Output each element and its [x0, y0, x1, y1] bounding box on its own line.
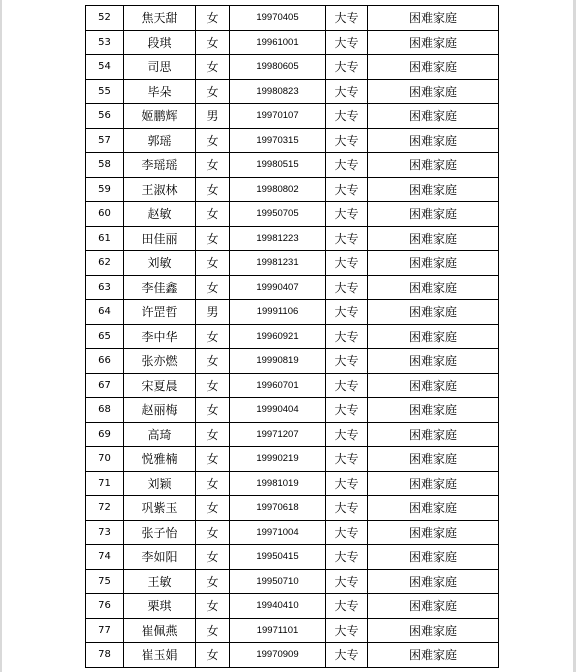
birth-date-cell: 19960701 [230, 373, 326, 398]
row-number: 68 [86, 398, 124, 423]
education-cell: 大专 [326, 300, 368, 325]
birth-date-cell: 19981019 [230, 471, 326, 496]
gender-cell: 女 [196, 471, 230, 496]
row-number: 54 [86, 55, 124, 80]
education-cell: 大专 [326, 177, 368, 202]
gender-cell: 女 [196, 373, 230, 398]
table-row [86, 398, 499, 423]
family-status-cell: 困难家庭 [368, 643, 499, 668]
gender-cell: 男 [196, 300, 230, 325]
document-page [2, 0, 573, 672]
gender-cell: 女 [196, 275, 230, 300]
birth-date-cell: 19990407 [230, 275, 326, 300]
student-name: 张子怡 [124, 520, 196, 545]
family-status-cell: 困难家庭 [368, 30, 499, 55]
table-row [86, 373, 499, 398]
table-row [86, 79, 499, 104]
family-status-cell: 困难家庭 [368, 300, 499, 325]
birth-date-cell: 19970405 [230, 6, 326, 31]
row-number: 69 [86, 422, 124, 447]
gender-cell: 女 [196, 643, 230, 668]
table-row [86, 471, 499, 496]
student-name: 栗琪 [124, 594, 196, 619]
education-cell: 大专 [326, 275, 368, 300]
roster-body [86, 6, 499, 668]
student-name: 刘颖 [124, 471, 196, 496]
family-status-cell: 困难家庭 [368, 569, 499, 594]
row-number: 60 [86, 202, 124, 227]
student-name: 张亦燃 [124, 349, 196, 374]
table-row [86, 55, 499, 80]
table-row [86, 594, 499, 619]
education-cell: 大专 [326, 447, 368, 472]
table-row [86, 545, 499, 570]
family-status-cell: 困难家庭 [368, 128, 499, 153]
family-status-cell: 困难家庭 [368, 422, 499, 447]
family-status-cell: 困难家庭 [368, 177, 499, 202]
birth-date-cell: 19950415 [230, 545, 326, 570]
birth-date-cell: 19940410 [230, 594, 326, 619]
gender-cell: 女 [196, 594, 230, 619]
table-row [86, 6, 499, 31]
family-status-cell: 困难家庭 [368, 275, 499, 300]
student-name: 王敏 [124, 569, 196, 594]
education-cell: 大专 [326, 496, 368, 521]
family-status-cell: 困难家庭 [368, 520, 499, 545]
student-roster-table [85, 5, 499, 668]
birth-date-cell: 19990219 [230, 447, 326, 472]
student-name: 高琦 [124, 422, 196, 447]
gender-cell: 女 [196, 324, 230, 349]
gender-cell: 女 [196, 30, 230, 55]
student-name: 宋夏晨 [124, 373, 196, 398]
table-row [86, 275, 499, 300]
family-status-cell: 困难家庭 [368, 226, 499, 251]
student-name: 许罡哲 [124, 300, 196, 325]
family-status-cell: 困难家庭 [368, 618, 499, 643]
family-status-cell: 困难家庭 [368, 594, 499, 619]
birth-date-cell: 19990819 [230, 349, 326, 374]
gender-cell: 女 [196, 226, 230, 251]
birth-date-cell: 19980823 [230, 79, 326, 104]
birth-date-cell: 19980802 [230, 177, 326, 202]
gender-cell: 女 [196, 349, 230, 374]
student-name: 段琪 [124, 30, 196, 55]
gender-cell: 女 [196, 545, 230, 570]
table-row [86, 128, 499, 153]
birth-date-cell: 19960921 [230, 324, 326, 349]
education-cell: 大专 [326, 569, 368, 594]
student-name: 赵丽梅 [124, 398, 196, 423]
table-row [86, 226, 499, 251]
row-number: 78 [86, 643, 124, 668]
education-cell: 大专 [326, 643, 368, 668]
gender-cell: 女 [196, 520, 230, 545]
birth-date-cell: 19950710 [230, 569, 326, 594]
row-number: 74 [86, 545, 124, 570]
gender-cell: 男 [196, 104, 230, 129]
table-row [86, 569, 499, 594]
gender-cell: 女 [196, 128, 230, 153]
table-row [86, 520, 499, 545]
birth-date-cell: 19970909 [230, 643, 326, 668]
student-name: 悦雅楠 [124, 447, 196, 472]
row-number: 52 [86, 6, 124, 31]
family-status-cell: 困难家庭 [368, 153, 499, 178]
education-cell: 大专 [326, 349, 368, 374]
family-status-cell: 困难家庭 [368, 398, 499, 423]
education-cell: 大专 [326, 618, 368, 643]
family-status-cell: 困难家庭 [368, 349, 499, 374]
family-status-cell: 困难家庭 [368, 545, 499, 570]
row-number: 76 [86, 594, 124, 619]
birth-date-cell: 19981231 [230, 251, 326, 276]
family-status-cell: 困难家庭 [368, 373, 499, 398]
education-cell: 大专 [326, 79, 368, 104]
row-number: 61 [86, 226, 124, 251]
gender-cell: 女 [196, 496, 230, 521]
table-row [86, 177, 499, 202]
family-status-cell: 困难家庭 [368, 471, 499, 496]
education-cell: 大专 [326, 324, 368, 349]
row-number: 71 [86, 471, 124, 496]
birth-date-cell: 19981223 [230, 226, 326, 251]
education-cell: 大专 [326, 226, 368, 251]
education-cell: 大专 [326, 251, 368, 276]
table-row [86, 251, 499, 276]
table-row [86, 300, 499, 325]
row-number: 75 [86, 569, 124, 594]
gender-cell: 女 [196, 398, 230, 423]
row-number: 55 [86, 79, 124, 104]
birth-date-cell: 19950705 [230, 202, 326, 227]
family-status-cell: 困难家庭 [368, 447, 499, 472]
gender-cell: 女 [196, 447, 230, 472]
row-number: 57 [86, 128, 124, 153]
gender-cell: 女 [196, 422, 230, 447]
table-row [86, 618, 499, 643]
gender-cell: 女 [196, 618, 230, 643]
gender-cell: 女 [196, 6, 230, 31]
family-status-cell: 困难家庭 [368, 496, 499, 521]
table-row [86, 324, 499, 349]
birth-date-cell: 19970315 [230, 128, 326, 153]
birth-date-cell: 19971101 [230, 618, 326, 643]
gender-cell: 女 [196, 153, 230, 178]
gender-cell: 女 [196, 202, 230, 227]
education-cell: 大专 [326, 55, 368, 80]
row-number: 70 [86, 447, 124, 472]
education-cell: 大专 [326, 545, 368, 570]
row-number: 56 [86, 104, 124, 129]
student-name: 李佳鑫 [124, 275, 196, 300]
table-row [86, 104, 499, 129]
gender-cell: 女 [196, 55, 230, 80]
education-cell: 大专 [326, 202, 368, 227]
education-cell: 大专 [326, 422, 368, 447]
table-row [86, 643, 499, 668]
education-cell: 大专 [326, 153, 368, 178]
student-name: 田佳丽 [124, 226, 196, 251]
education-cell: 大专 [326, 373, 368, 398]
student-name: 姬鹏辉 [124, 104, 196, 129]
birth-date-cell: 19980605 [230, 55, 326, 80]
row-number: 62 [86, 251, 124, 276]
family-status-cell: 困难家庭 [368, 251, 499, 276]
row-number: 77 [86, 618, 124, 643]
row-number: 58 [86, 153, 124, 178]
row-number: 72 [86, 496, 124, 521]
birth-date-cell: 19961001 [230, 30, 326, 55]
table-row [86, 30, 499, 55]
student-name: 崔佩燕 [124, 618, 196, 643]
family-status-cell: 困难家庭 [368, 55, 499, 80]
row-number: 65 [86, 324, 124, 349]
table-row [86, 202, 499, 227]
birth-date-cell: 19991106 [230, 300, 326, 325]
birth-date-cell: 19971004 [230, 520, 326, 545]
family-status-cell: 困难家庭 [368, 202, 499, 227]
family-status-cell: 困难家庭 [368, 6, 499, 31]
education-cell: 大专 [326, 6, 368, 31]
row-number: 63 [86, 275, 124, 300]
birth-date-cell: 19990404 [230, 398, 326, 423]
gender-cell: 女 [196, 79, 230, 104]
table-row [86, 422, 499, 447]
education-cell: 大专 [326, 471, 368, 496]
student-name: 刘敏 [124, 251, 196, 276]
student-name: 赵敏 [124, 202, 196, 227]
table-row [86, 496, 499, 521]
student-name: 李瑶瑶 [124, 153, 196, 178]
table-row [86, 447, 499, 472]
table-row [86, 153, 499, 178]
row-number: 64 [86, 300, 124, 325]
education-cell: 大专 [326, 520, 368, 545]
student-name: 巩紫玉 [124, 496, 196, 521]
row-number: 59 [86, 177, 124, 202]
row-number: 73 [86, 520, 124, 545]
birth-date-cell: 19970618 [230, 496, 326, 521]
education-cell: 大专 [326, 30, 368, 55]
education-cell: 大专 [326, 398, 368, 423]
row-number: 67 [86, 373, 124, 398]
student-name: 王淑林 [124, 177, 196, 202]
family-status-cell: 困难家庭 [368, 104, 499, 129]
birth-date-cell: 19971207 [230, 422, 326, 447]
student-name: 焦天甜 [124, 6, 196, 31]
student-name: 司思 [124, 55, 196, 80]
gender-cell: 女 [196, 177, 230, 202]
student-name: 李如阳 [124, 545, 196, 570]
education-cell: 大专 [326, 594, 368, 619]
education-cell: 大专 [326, 104, 368, 129]
birth-date-cell: 19970107 [230, 104, 326, 129]
family-status-cell: 困难家庭 [368, 79, 499, 104]
birth-date-cell: 19980515 [230, 153, 326, 178]
gender-cell: 女 [196, 251, 230, 276]
student-name: 崔玉娟 [124, 643, 196, 668]
family-status-cell: 困难家庭 [368, 324, 499, 349]
student-name: 李中华 [124, 324, 196, 349]
row-number: 53 [86, 30, 124, 55]
student-name: 毕朵 [124, 79, 196, 104]
gender-cell: 女 [196, 569, 230, 594]
row-number: 66 [86, 349, 124, 374]
education-cell: 大专 [326, 128, 368, 153]
student-name: 郭瑶 [124, 128, 196, 153]
table-row [86, 349, 499, 374]
